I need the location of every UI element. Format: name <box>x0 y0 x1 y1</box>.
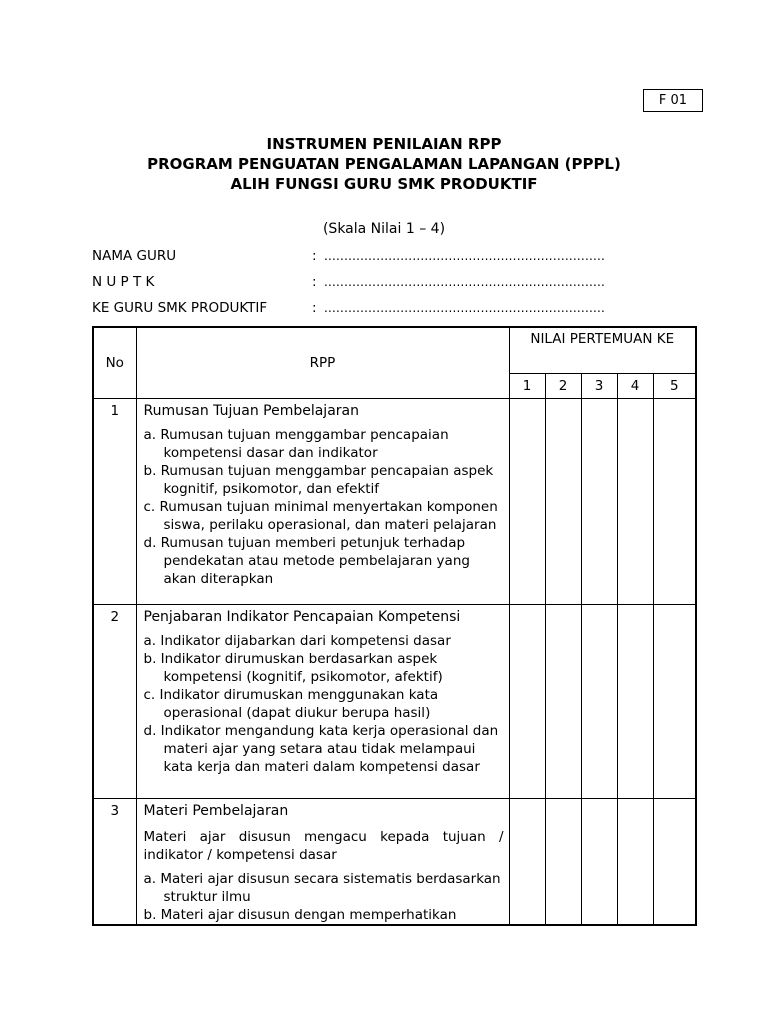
score-cell[interactable] <box>581 605 617 799</box>
assessment-table <box>92 326 697 926</box>
criteria-intro: Materi ajar disusun mengacu kepada tujuan / indikator / kompetensi dasar <box>143 829 504 863</box>
field-colon: : <box>312 274 317 290</box>
criteria-title: Penjabaran Indikator Pencapaian Kompetensi <box>143 609 461 625</box>
list-item: a. Indikator dijabarkan dari kompetensi dasar <box>143 633 451 649</box>
form-code-box: F 01 <box>643 89 703 112</box>
row-number: 1 <box>93 399 136 605</box>
field-ke-guru-smk-produktif[interactable] <box>92 298 605 318</box>
list-item: a. Rumusan tujuan menggambar pencapaian kompetensi dasar dan indikator <box>143 427 449 461</box>
criteria-title: Materi Pembelajaran <box>143 803 289 819</box>
field-colon: : <box>312 248 317 264</box>
score-cell[interactable] <box>545 399 581 605</box>
header-meeting-2: 2 <box>545 373 581 398</box>
list-item: b. Materi ajar disusun dengan memperhatikan <box>143 907 457 923</box>
title-line-2: PROGRAM PENGUATAN PENGALAMAN LAPANGAN (PPPL) <box>147 155 621 173</box>
title-line-3: ALIH FUNGSI GURU SMK PRODUKTIF <box>230 175 538 193</box>
header-nilai-pertemuan: NILAI PERTEMUAN KE <box>509 327 696 373</box>
header-meeting-3: 3 <box>581 373 617 398</box>
table-row <box>93 799 696 926</box>
row-number: 2 <box>93 605 136 799</box>
field-nama-guru[interactable] <box>92 246 605 266</box>
list-item: c. Indikator dirumuskan menggunakan kata operasional (dapat diukur berupa hasil) <box>143 687 439 721</box>
score-cell[interactable] <box>545 799 581 926</box>
list-item: b. Indikator dirumuskan berdasarkan aspek kompetensi (kognitif, psikomotor, afektif) <box>143 651 443 685</box>
score-cell[interactable] <box>653 399 696 605</box>
row-criteria <box>136 605 509 799</box>
criteria-list <box>144 632 504 776</box>
field-colon: : <box>312 300 317 316</box>
header-no: No <box>93 327 136 399</box>
field-label: N U P T K <box>92 274 155 290</box>
title-line-1: INSTRUMEN PENILAIAN RPP <box>266 135 502 153</box>
row-criteria <box>136 399 509 605</box>
score-cell[interactable] <box>617 399 653 605</box>
table-row <box>93 605 696 799</box>
scale-note: (Skala Nilai 1 – 4) <box>322 221 446 237</box>
score-cell[interactable] <box>509 799 545 926</box>
score-cell[interactable] <box>509 605 545 799</box>
score-cell[interactable] <box>581 799 617 926</box>
list-item: d. Indikator mengandung kata kerja operasional dan materi ajar yang setara atau tidak melampaui kata kerja dan materi dalam kompetensi dasar <box>143 723 499 775</box>
score-cell[interactable] <box>653 799 696 926</box>
criteria-list <box>144 426 504 588</box>
score-cell[interactable] <box>581 399 617 605</box>
field-nuptk[interactable] <box>92 272 605 292</box>
table-row <box>93 399 696 605</box>
header-meeting-5: 5 <box>653 373 696 398</box>
field-label: KE GURU SMK PRODUKTIF <box>92 300 268 316</box>
document-title <box>0 134 768 194</box>
field-blank[interactable]: ...................................................................... <box>324 249 606 263</box>
score-cell[interactable] <box>545 605 581 799</box>
header-meeting-4: 4 <box>617 373 653 398</box>
score-cell[interactable] <box>617 605 653 799</box>
field-label: NAMA GURU <box>92 248 177 264</box>
score-cell[interactable] <box>509 399 545 605</box>
field-blank[interactable]: ...................................................................... <box>324 301 606 315</box>
list-item: d. Rumusan tujuan memberi petunjuk terhadap pendekatan atau metode pembelajaran yang akan diterapkan <box>143 535 470 587</box>
row-number: 3 <box>93 799 136 926</box>
list-item: a. Materi ajar disusun secara sistematis berdasarkan struktur ilmu <box>143 871 501 905</box>
criteria-title: Rumusan Tujuan Pembelajaran <box>143 403 359 419</box>
criteria-list <box>144 870 504 924</box>
score-cell[interactable] <box>653 605 696 799</box>
field-blank[interactable]: ...................................................................... <box>324 275 606 289</box>
row-criteria <box>136 799 509 926</box>
list-item: c. Rumusan tujuan minimal menyertakan komponen siswa, perilaku operasional, dan materi pelajaran <box>143 499 498 533</box>
list-item: b. Rumusan tujuan menggambar pencapaian aspek kognitif, psikomotor, dan efektif <box>143 463 494 497</box>
header-meeting-1: 1 <box>509 373 545 398</box>
score-cell[interactable] <box>617 799 653 926</box>
header-rpp: RPP <box>136 327 509 399</box>
